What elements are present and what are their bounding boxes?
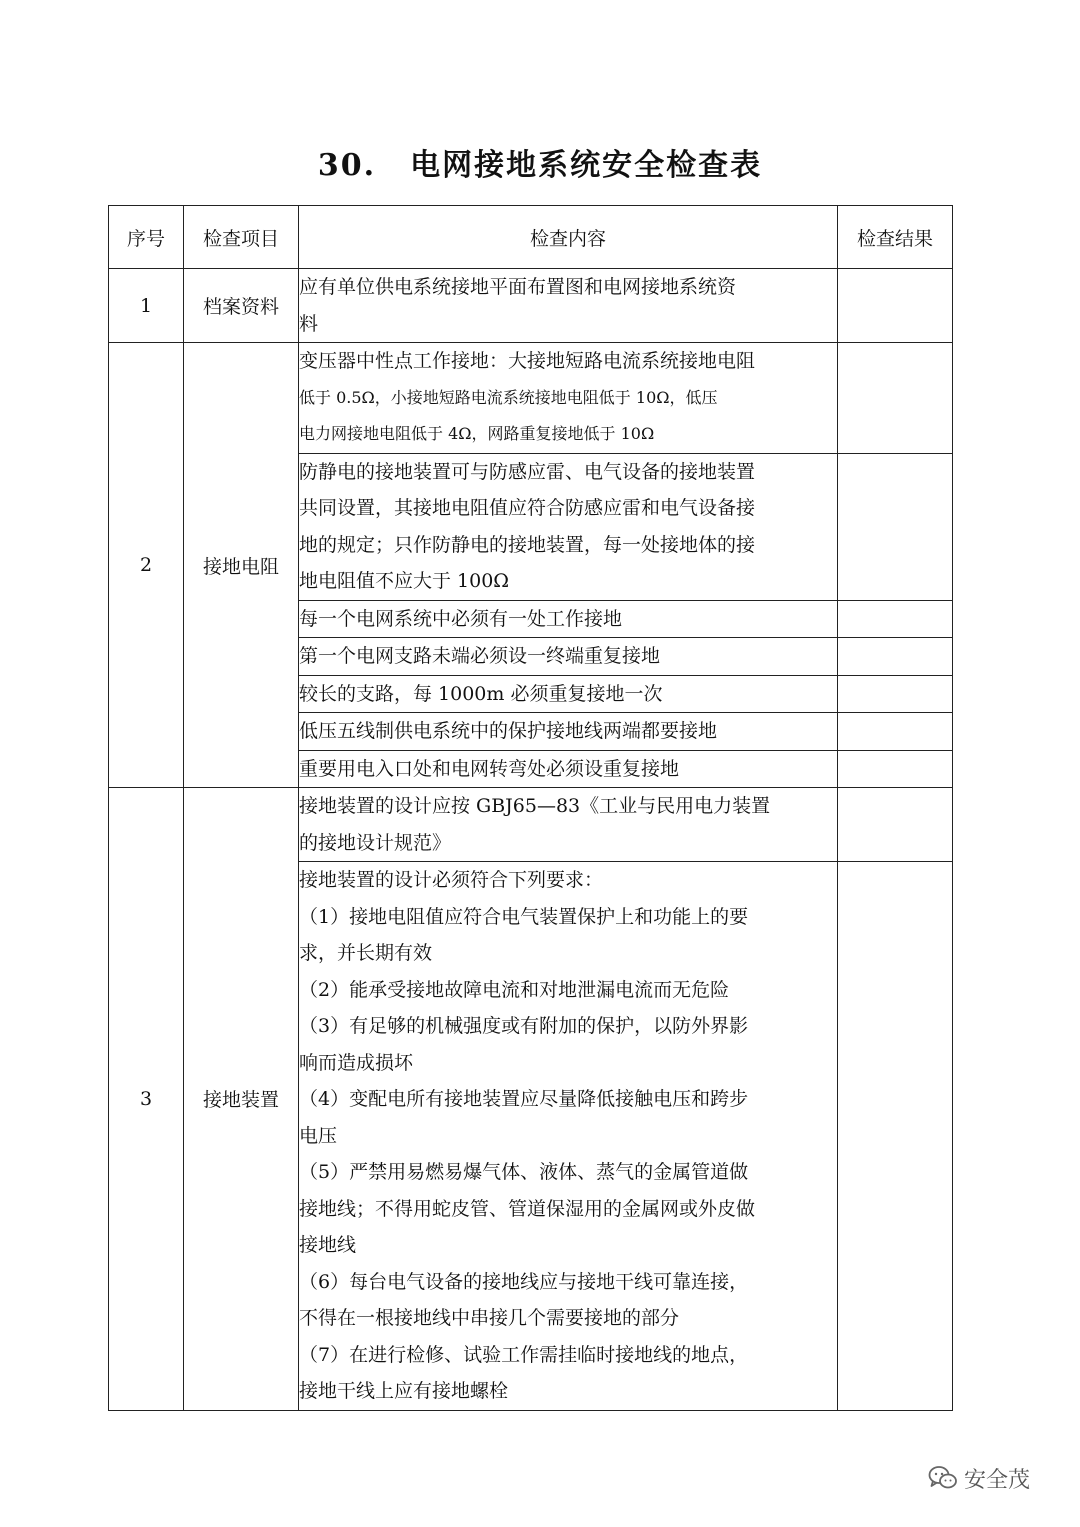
content-line: 的接地设计规范》: [299, 831, 452, 854]
table-row: [109, 269, 953, 343]
header-row: [109, 206, 953, 269]
content-line: 变压器中性点工作接地：大接地短路电流系统接地电阻: [299, 350, 756, 372]
content-line: （5）严禁用易燃易爆气体、液体、蒸气的金属管道做: [299, 1161, 749, 1183]
content-line: （1）接地电阻值应符合电气装置保护上和功能上的要: [299, 905, 749, 928]
header-item: 检查项目: [184, 206, 299, 269]
check-content: [299, 600, 838, 638]
check-content: [299, 788, 838, 862]
row-number: 1: [109, 269, 184, 343]
header-content: 检查内容: [299, 206, 838, 269]
check-result-cell[interactable]: [838, 713, 953, 751]
content-line: 低于 0.5Ω，小接地短路电流系统接地电阻低于 10Ω，低压: [299, 387, 718, 407]
content-line: 地电阻值不应大于 100Ω: [299, 570, 510, 592]
content-line: 接地线: [299, 1234, 357, 1256]
content-line: 重要用电入口处和电网转弯处必须设重复接地: [299, 757, 680, 780]
check-result-cell[interactable]: [838, 638, 953, 676]
watermark: [928, 1458, 1030, 1498]
content-line: 接地干线上应有接地螺栓: [299, 1380, 509, 1402]
row-number: 2: [109, 343, 184, 788]
content-line: 地的规定；只作防静电的接地装置，每一处接地体的接: [299, 533, 756, 556]
table-body: [109, 269, 953, 1411]
check-item: 接地电阻: [184, 343, 299, 788]
content-line: 接地装置的设计应按 GBJ65—83《工业与民用电力装置: [299, 795, 771, 817]
content-line: 接地装置的设计必须符合下列要求：: [299, 869, 604, 891]
check-content: [299, 343, 838, 454]
content-line: 电力网接地电阻低于 4Ω，网路重复接地低于 10Ω: [299, 424, 655, 443]
check-content: [299, 750, 838, 788]
content-line: 响而造成损坏: [299, 1051, 414, 1074]
check-result-cell[interactable]: [838, 788, 953, 862]
content-line: 接地线；不得用蛇皮管、管道保湿用的金属网或外皮做: [299, 1197, 756, 1220]
check-content: [299, 713, 838, 751]
content-line: （3）有足够的机械强度或有附加的保护，以防外界影: [299, 1015, 749, 1037]
check-content: [299, 862, 838, 1411]
check-result-cell[interactable]: [838, 862, 953, 1411]
content-line: 共同设置，其接地电阻值应符合防感应雷和电气设备接: [299, 497, 756, 519]
content-line: 求，并长期有效: [299, 942, 433, 964]
content-line: 防静电的接地装置可与防感应雷、电气设备的接地装置: [299, 460, 756, 483]
content-line: 每一个电网系统中必须有一处工作接地: [299, 607, 623, 630]
check-result-cell[interactable]: [838, 600, 953, 638]
table-row: [109, 788, 953, 862]
check-content: [299, 453, 838, 600]
page-title: [0, 140, 1080, 184]
check-result-cell[interactable]: [838, 343, 953, 454]
check-item: 接地装置: [184, 788, 299, 1411]
title-number: 30.: [317, 148, 377, 183]
content-line: （7）在进行检修、试验工作需挂临时接地线的地点，: [299, 1343, 749, 1366]
header-result: 检查结果: [838, 206, 953, 269]
checklist-table: [108, 205, 953, 1411]
header-no: 序号: [109, 206, 184, 269]
content-line: 电压: [299, 1124, 338, 1147]
title-text: 电网接地系统安全检查表: [410, 148, 763, 183]
row-number: 3: [109, 788, 184, 1411]
content-line: （4）变配电所有接地装置应尽量降低接触电压和跨步: [299, 1088, 749, 1110]
content-line: （6）每台电气设备的接地线应与接地干线可靠连接，: [299, 1270, 749, 1293]
content-line: 第一个电网支路未端必须设一终端重复接地: [299, 645, 661, 667]
check-result-cell[interactable]: [838, 453, 953, 600]
wechat-icon: [928, 1465, 958, 1491]
table-row: [109, 343, 953, 454]
content-line: 料: [299, 312, 319, 335]
check-result-cell[interactable]: [838, 675, 953, 713]
check-content: [299, 269, 838, 343]
check-item: 档案资料: [184, 269, 299, 343]
check-result-cell[interactable]: [838, 269, 953, 343]
content-line: 低压五线制供电系统中的保护接地线两端都要接地: [299, 720, 718, 742]
content-line: （2）能承受接地故障电流和对地泄漏电流而无危险: [299, 978, 730, 1001]
watermark-text: 安全茂: [964, 1467, 1031, 1493]
content-line: 不得在一根接地线中串接几个需要接地的部分: [299, 1307, 680, 1329]
check-content: [299, 675, 838, 713]
content-line: 较长的支路，每 1000m 必须重复接地一次: [299, 682, 663, 705]
content-line: 应有单位供电系统接地平面布置图和电网接地系统资: [299, 276, 737, 298]
check-content: [299, 638, 838, 676]
check-result-cell[interactable]: [838, 750, 953, 788]
